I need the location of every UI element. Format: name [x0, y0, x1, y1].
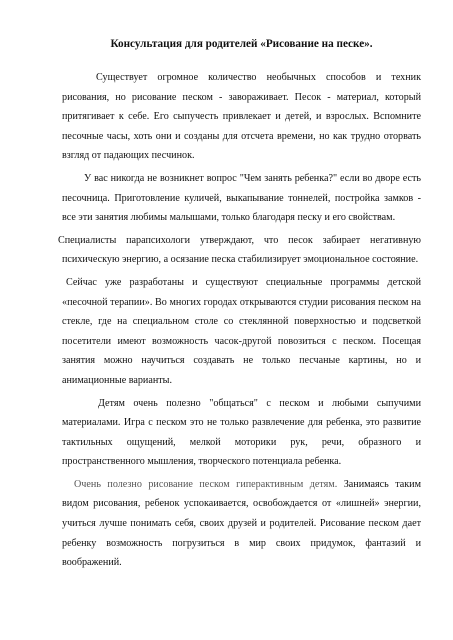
paragraph-hyperactive-text: Занимаясь таким видом рисования, ребенок успокаивается, освобождается от «лишней» энергии, учиться лучше понимать себя, своих друзей и родителей. Рисование песком дает ребенку возможность погрузиться в мир своих придумок, фантазий и воображений.: [62, 478, 421, 569]
paragraph-benefits: Детям очень полезно "общаться" с песком и любыми сыпучими материалами. Игра с песком это не только развлечение для ребенка, это развитие тактильных ощущений, мелкой моторики рук, речи, образного и пространственного мышления, творческого потенциала ребенка.: [62, 397, 421, 468]
paragraph-intro: Существует огромное количество необычных способов и техник рисования, но рисование песком - завораживает. Песок - материал, который притягивает к себе. Его сыпучесть привлекает и детей, и взрослых. Вспомните песочные часы, хоть они и созданы для отсчета времени, но как трудно оторвать взгляд от падающих песчинок.: [62, 72, 421, 162]
document-title: Консультация для родителей «Рисование на песке».: [110, 38, 373, 50]
paragraph-hyperactive: [62, 475, 421, 573]
document-page: [58, 38, 421, 576]
paragraph-sand-therapy: Сейчас уже разработаны и существуют специальные программы детской «песочной терапии». Во многих городах открываются студии рисования песком на стекле, где на специальном столе со стеклянной поверхностью и подсветкой посетители имеют возможность часок-другой повозиться с песком. Посещая занятия можно научиться создавать не только песчаные картины, но и анимационные варианты.: [62, 276, 421, 386]
paragraph-specialists: Специалисты парапсихологи утверждают, что песок забирает негативную психическую энергию, а осязание песка стабилизирует эмоциональное состояние.: [58, 234, 421, 266]
paragraph-sandbox: У вас никогда не возникнет вопрос "Чем занять ребенка?" если во дворе есть песочница. Приготовление куличей, выкапывание тоннелей, постройка замков - все эти занятия любимы малышами, только благодаря песку и его свойствам.: [62, 172, 421, 224]
paragraph-hyperactive-lead: Очень полезно рисование песком гиперактивным детям.: [74, 478, 338, 490]
